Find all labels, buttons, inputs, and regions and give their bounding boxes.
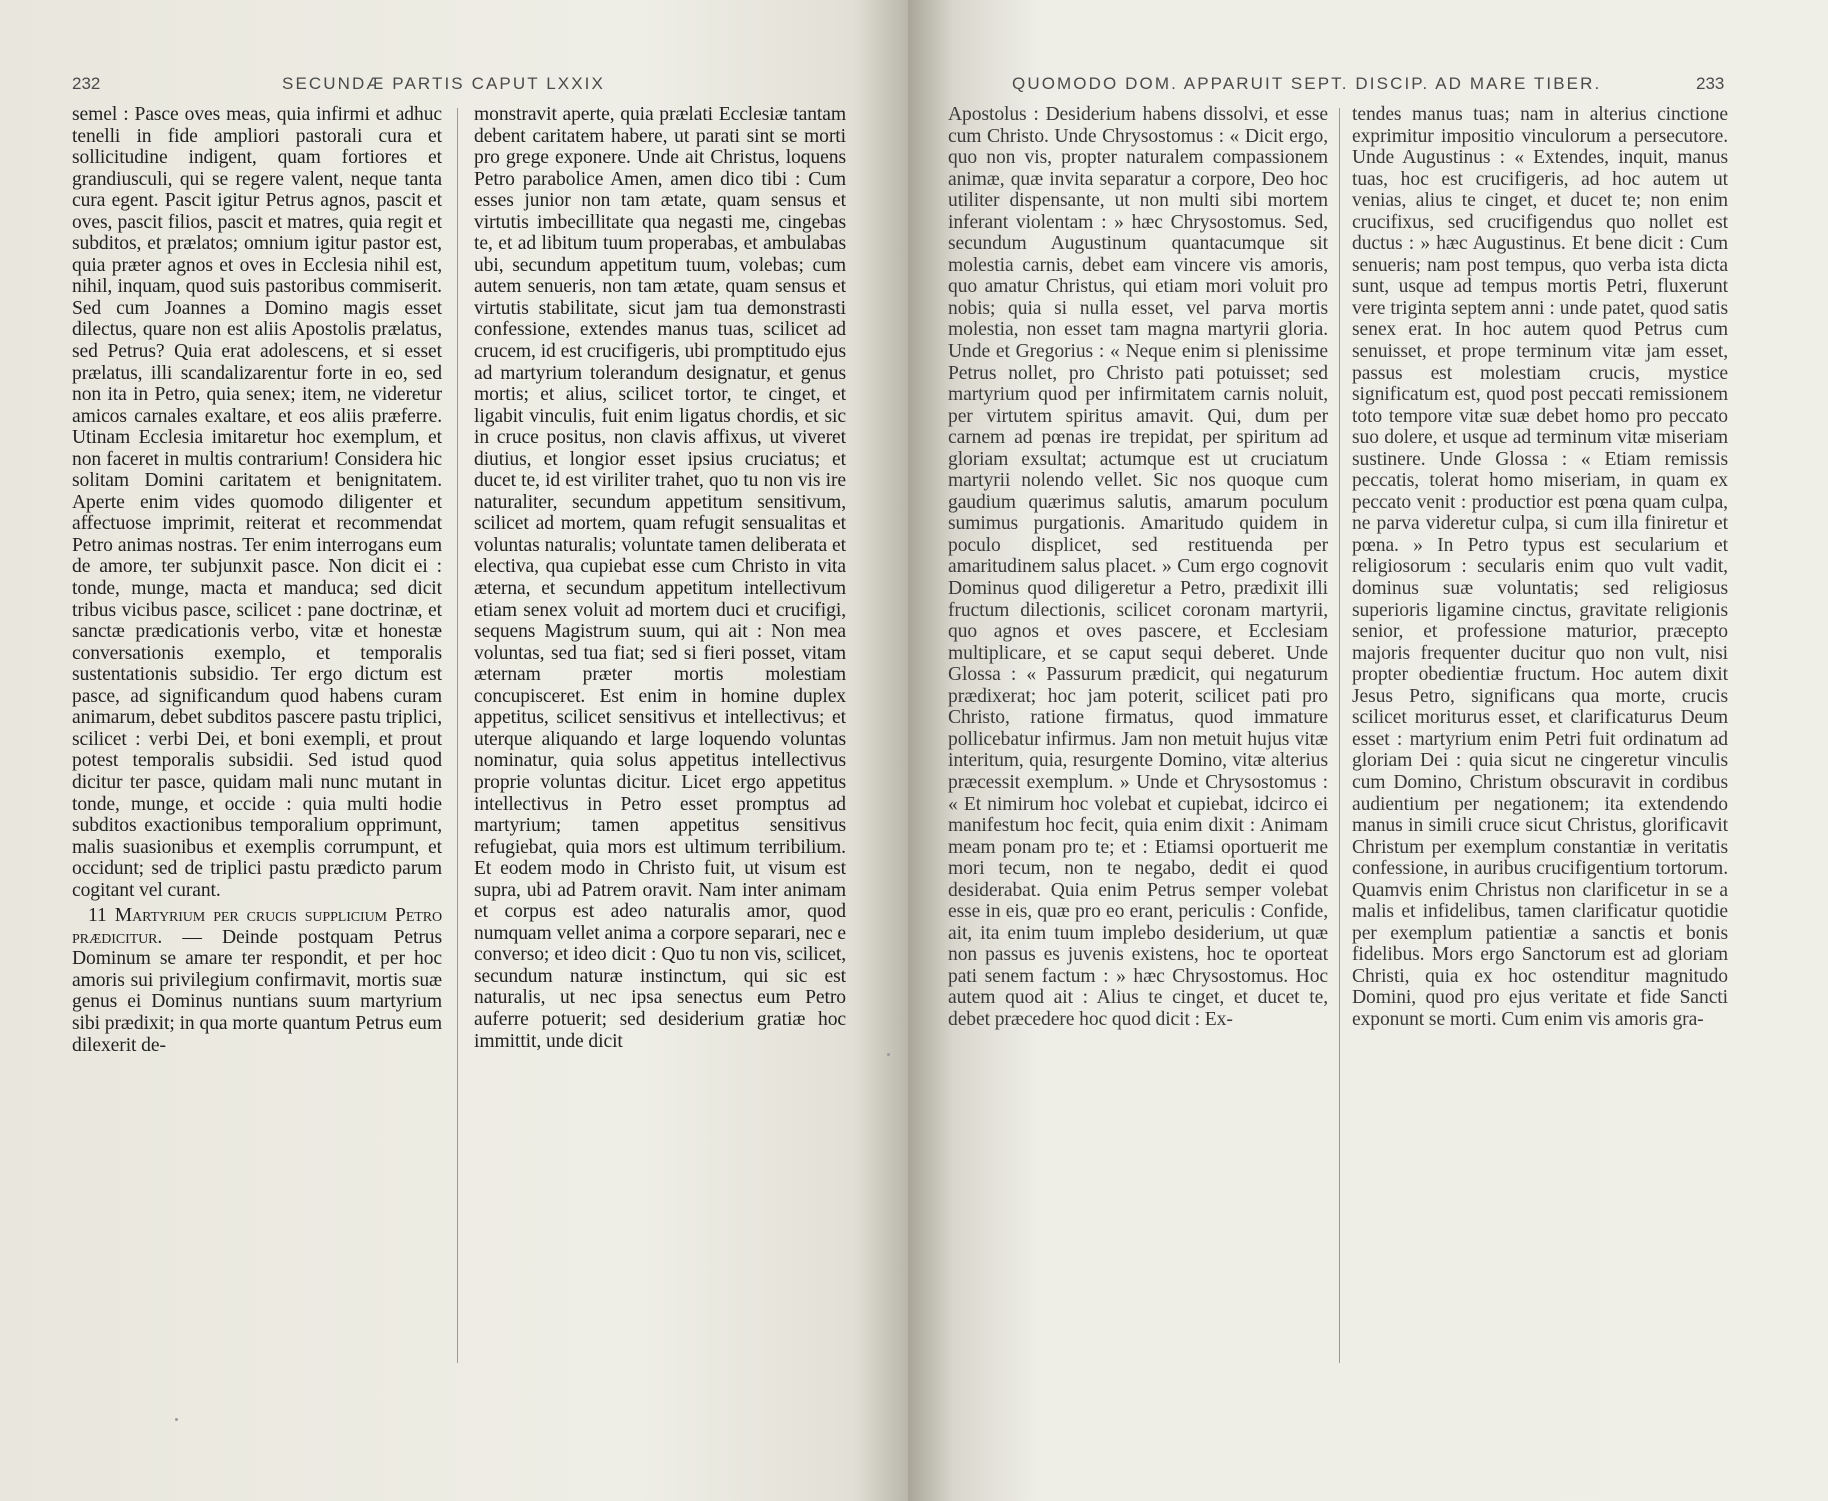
right-column-2	[1352, 104, 1728, 1364]
left-column-divider	[457, 108, 458, 1363]
paper-speck	[887, 1053, 890, 1056]
right-page-number: 233	[1696, 74, 1725, 93]
left-page	[0, 0, 908, 1501]
left-column-2-text: monstravit aperte, quia prælati Ecclesiæ tantam debent caritatem habere, ut parati sint se morti pro grege exponere. Unde ait Christus, loquens Petro parabolice Amen, amen dico tibi : Cum esses junior non tam ætate, quam sensus et virtutis imbecillitate qua negasti me, cingebas te, et ad libitum tuum properabas, et ambulabas ubi, secundum appetitum tuum, volebas; cum autem senueris, non tam ætate, quam sensus et virtutis stabilitate, sicut jam tua demonstrasti confessione, extendes manus tuas, scilicet ad crucem, id est crucifigeris, ubi promptitudo ejus ad martyrium tolerandum designatur, et genus mortis; et alius, scilicet tortor, te cinget, et ligabit vinculis, fuit enim ligatus chordis, et sic in cruce positus, non clavis affixus, ut viveret diutius, et longior esset ipsius cruciatus; et ducet te, id est viriliter trahet, quo tu non vis ire naturaliter, secundum appetitum sensitivum, scilicet ad mortem, quam refugit sensualitas et voluntas naturalis; voluntate tamen deliberata et electiva, qua cupiebat esse cum Christo in vita æterna, et secundum appetitum intellectivum etiam senex voluit ad mortem duci et crucifigi, sequens Magistrum suum, qui ait : Non mea voluntas, sed tua fiat; sed si fieri posset, vitam æternam præter mortis molestiam concupisceret. Est enim in homine duplex appetitus, scilicet sensitivus et intellectivus; et uterque aliquando et large loquendo voluntas nominatur, quia solus appetitus intellectivus proprie voluntas dicitur. Licet ergo appetitus intellectivus in Petro esset promptus ad martyrium; tamen appetitus sensitivus refugiebat, quia mors est ultimum terribilium. Et eodem modo in Christo fuit, ut visum est supra, ubi ad Patrem oravit. Nam inter animam et corpus est adeo naturalis amor, quod numquam vellet anima a corpore separari, nec e converso; et ideo dicit : Quo tu non vis, scilicet, secundum naturæ instinctum, qui sic est naturalis, ut nec ipsa senectus eum Petro auferre potuerit; sed desiderium gratiæ hoc immittit, unde dicit	[474, 104, 846, 1052]
right-column-2-text: tendes manus tuas; nam in alterius cinctione exprimitur impositio vinculorum a persecutore. Unde Augustinus : « Extendes, inquit, manus tuas, hoc est crucifigeris, ad hoc autem ut venias, alius te cinget, et ducet te; non enim crucifixus, sed crucifigendus quo nollet est ductus : » hæc Augustinus. Et bene dicit : Cum senueris; nam post tempus, quo verba ista dicta sunt, usque ad tempus mortis Petri, fluxerunt vere triginta septem anni : unde patet, quod satis senex erat. In hoc autem quod Petrus cum senuisset, et prope terminum vitæ jam esset, passus est molestiam crucis, mystice significatum est, quod post peccati remissionem toto tempore vitæ suæ debet homo pro peccato suo dolere, et usque ad terminum vitæ miseriam sustinere. Unde Glossa : « Etiam remissis peccatis, tolerat homo miseriam, in quam ex peccato venit : productior est pœna quam culpa, ne parva videretur culpa, si cum illa finiretur et pœna. » In Petro typus est secularium et religiosorum : secularis enim quo vult vadit, dominus suæ voluntatis; sed religiosus superioris ligamine cinctus, gravitate religionis senior, et professione maturior, præcepto majoris frequenter ducitur quo non vult, nisi propter obedientiæ fructum. Hoc autem dixit Jesus Petro, significans qua morte, crucis scilicet moriturus esset, et clarificaturus Deum esset : martyrium enim Petri fuit ordinatum ad gloriam Dei : quia sicut ne cingeretur vinculis cum Domino, Christum obscuravit in cordibus audientium per negationem; ita extendendo manus in simili cruce sicut Christus, glorificavit Christum per exemplum constantiæ in veritatis confessione, in auribus crucifigentium tortorum. Quamvis enim Christus non clarificetur in se a malis et infidelibus, tamen clarificatur quotidie per exemplum patientiæ a sanctis et bonis fidelibus. Mors ergo Sanctorum est ad gloriam Christi, quia ex hoc ostenditur magnitudo Domini, quod pro ejus veritate et fide Sancti exponunt se morti. Cum enim vis amoris gra-	[1352, 104, 1728, 1030]
section-number: 11	[88, 905, 107, 927]
left-running-head: SECUNDÆ PARTIS CAPUT LXXIX	[282, 74, 605, 93]
left-column-1	[72, 104, 442, 1364]
left-column-2	[474, 104, 846, 1364]
section-heading: Martyrium per crucis supplicium Petro prædicitur.	[72, 905, 442, 948]
left-page-number: 232	[72, 74, 101, 93]
right-column-divider	[1339, 108, 1340, 1363]
right-column-1-text: Apostolus : Desiderium habens dissolvi, et esse cum Christo. Unde Chrysostomus : « Dicit ergo, quo non vis, propter naturalem compassionem animæ, quæ invita separatur a corpore, Deo hoc utiliter dispensante, ut non multi sibi mortem inferant violentam : » hæc Chrysostomus. Sed, secundum Augustinum quantacumque sit molestia carnis, debet eam vincere vis amoris, quo amatur Christus, qui etiam mori voluit pro nobis; quia si nulla esset, vel parva mortis molestia, non esset tam magna martyrii gloria. Unde et Gregorius : « Neque enim si plenissime Petrus nollet, pro Christo pati potuisset; sed martyrium quod per infirmitatem carnis noluit, per virtutem spiritus amavit. Qui, dum per carnem ad pœnas ire trepidat, per spiritum ad gloriam exsultat; actumque est ut cruciatum martyrii nolendo vellet. Sic nos quoque cum gaudium quærimus salutis, amarum poculum sumimus purgationis. Amaritudo quidem in poculo displicet, sed restituenda per amaritudinem salus placet. » Cum ergo cognovit Dominus quod diligeretur a Petro, prædixit illi fructum dilectionis, scilicet coronam martyrii, quo agnos et oves pascere, et Ecclesiam multiplicare, et se caput sequi deberet. Unde Glossa : « Passurum prædicit, qui negaturum prædixerat; hoc jam poterit, scilicet pati pro Christo, ratione firmatus, quod immature pollicebatur infirmus. Jam non metuit hujus vitæ interitum, quia, resurgente Domino, vitæ alterius præcessit exemplum. » Unde et Chrysostomus : « Et nimirum hoc volebat et cupiebat, idcirco ei manifestum hoc fecit, quia enim dixit : Animam meam ponam pro te; et : Etiamsi oportuerit me mori tecum, non te negabo, dedit ei quod desiderabat. Quia enim Petrus semper volebat esse in eis, quæ pro eo erant, periculis : Confide, ait, ita enim tuum implebo desiderium, ut quæ non passus es juvenis existens, hoc te oporteat pati senem factum : » hæc Chrysostomus. Hoc autem quod ait : Alius te cinget, et ducet te, debet præcedere hoc quod dicit : Ex-	[948, 104, 1328, 1030]
left-column-1-text: semel : Pasce oves meas, quia infirmi et adhuc tenelli in fide ampliori pastorali cura et sollicitudine indigent, quam fortiores et grandiusculi, qui se regere valent, neque tanta cura egent. Pascit igitur Petrus agnos, pascit et oves, pascit filios, pascit et matres, quia regit et subditos, et prælatos; omnium igitur pastor est, quia præter agnos et oves in Ecclesia nihil est, nihil, inquam, quod suis pastoribus commiserit. Sed cum Joannes a Domino magis esset dilectus, quare non est aliis Apostolis prælatus, sed Petrus? Quia erat adolescens, et si esset prælatus, illi scandalizarentur forte in eo, sed non ita in Petro, quia senex; item, ne videretur amicos carnales exaltare, et eos aliis præferre. Utinam Ecclesia imitaretur hoc exemplum, et non faceret in multis contrarium! Considera hic solitam Domini caritatem et benignitatem. Aperte enim vides quomodo diligenter et affectuose imprimit, reiterat et recommendat Petro animas nostras. Ter enim interrogans eum de amore, ter subjunxit pasce. Non dicit ei : tonde, munge, macta et manduca; sed dicit tribus vicibus pasce, scilicet : pane doctrinæ, et sanctæ prædicationis verbo, vitæ et honestæ conversationis exemplo, et temporalis sustentationis subsidio. Ter ergo dictum est pasce, ad significandum quod habens curam animarum, debet subditos pascere pastu triplici, scilicet : verbi Dei, et boni exempli, et prout potest temporalis subsidii. Sed istud quod dicitur ter pasce, quidam mali nunc mutant in tonde, munge, et occide : quia multi hodie subditos exactionibus temporalium opprimunt, malis suasionibus et exemplis corrumpunt, et occidunt; sed de triplici pastu prædicto parum cogitant vel curant.	[72, 104, 442, 901]
paper-speck	[175, 1418, 178, 1421]
section-11	[72, 905, 442, 1056]
right-column-1	[948, 104, 1328, 1364]
right-running-head: QUOMODO DOM. APPARUIT SEPT. DISCIP. AD MARE TIBER.	[1012, 74, 1602, 93]
section-text: — Deinde postquam Petrus Dominum se amare ter respondit, et per hoc amoris sui privilegium confirmavit, mortis suæ genus ei Dominus nuntians suum martyrium sibi prædixit; in qua morte quantum Petrus eum dilexerit de-	[72, 926, 442, 1056]
right-page	[908, 0, 1828, 1501]
